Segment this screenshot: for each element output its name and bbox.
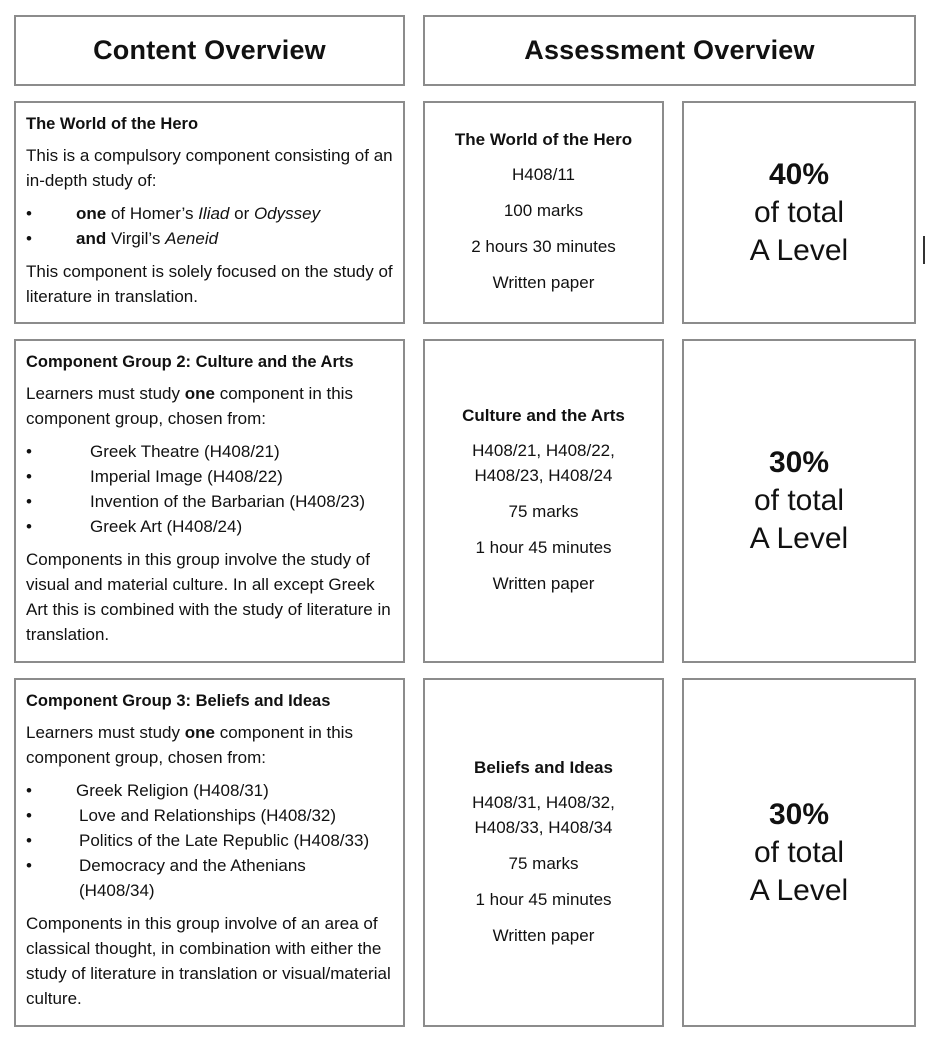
content-overview-header — [14, 15, 405, 86]
content-outro: Components in this group involve of an area of classical thought, in combination with either the study of literature in translation or visual/material culture. — [26, 914, 391, 1008]
content-overview-title: Content Overview — [93, 35, 326, 65]
weighting-line-2: A Level — [749, 522, 849, 555]
paper-type: Written paper — [492, 574, 595, 593]
duration: 2 hours 30 minutes — [471, 237, 616, 256]
content-title: The World of the Hero — [26, 115, 199, 133]
marks: 75 marks — [508, 853, 579, 873]
content-cell-culture-and-the-arts — [14, 339, 405, 663]
component-codes: H408/31, H408/32, H408/33, H408/34 — [472, 792, 615, 837]
list-item: • Greek Art (H408/24) — [26, 514, 393, 539]
weighting-percent: 30% — [768, 797, 830, 831]
weighting-line-1: of total — [753, 835, 845, 869]
list-item: • Love and Relationships (H408/32) — [26, 803, 393, 828]
list-item: • one of Homer’s Iliad or Odyssey — [26, 201, 393, 226]
assessment-overview-header — [423, 15, 916, 86]
list-item: • and Virgil’s Aeneid — [26, 226, 393, 251]
duration: 1 hour 45 minutes — [475, 538, 612, 557]
list-item: • Democracy and the Athenians (H408/34) — [26, 853, 393, 903]
list-item: • Imperial Image (H408/22) — [26, 464, 393, 489]
list-item: • Politics of the Late Republic (H408/33) — [26, 828, 393, 853]
weighting-percent: 30% — [768, 446, 830, 479]
list-item: • Greek Theatre (H408/21) — [26, 439, 393, 464]
content-cell-world-of-the-hero — [14, 101, 405, 324]
content-intro: Learners must study one component in this component group, chosen from: — [26, 384, 353, 428]
content-bullet-list — [26, 439, 393, 539]
content-title: Component Group 3: Beliefs and Ideas — [26, 692, 331, 710]
assessment-cell-culture-and-the-arts — [423, 339, 664, 663]
content-bullet-list — [26, 778, 393, 903]
content-cell-beliefs-and-ideas — [14, 678, 405, 1027]
assessment-title: Beliefs and Ideas — [474, 757, 613, 777]
weighting-line-2: A Level — [749, 233, 849, 267]
duration: 1 hour 45 minutes — [475, 889, 612, 909]
weighting-line-1: of total — [753, 484, 845, 517]
weighting-line-1: of total — [753, 195, 845, 229]
content-outro: Components in this group involve the study of visual and material culture. In all except Greek Art this is combined with the study of literature in translation. — [26, 550, 391, 644]
assessment-title: The World of the Hero — [454, 130, 633, 149]
weighting-line-2: A Level — [749, 873, 849, 907]
content-outro: This component is solely focused on the study of literature in translation. — [26, 262, 393, 306]
weighting-percent: 40% — [768, 157, 830, 191]
weighting-cell-1 — [682, 101, 916, 324]
assessment-overview-title: Assessment Overview — [524, 35, 815, 65]
content-bullet-list — [26, 201, 393, 251]
content-intro: This is a compulsory component consisting of an in-depth study of: — [26, 146, 393, 190]
component-codes: H408/21, H408/22, H408/23, H408/24 — [472, 441, 615, 485]
marks: 100 marks — [503, 201, 584, 220]
content-intro: Learners must study one component in this component group, chosen from: — [26, 723, 353, 767]
content-title: Component Group 2: Culture and the Arts — [26, 353, 354, 371]
weighting-cell-2 — [682, 339, 916, 663]
text-cursor — [923, 236, 925, 264]
assessment-title: Culture and the Arts — [462, 406, 625, 425]
weighting-cell-3 — [682, 678, 916, 1027]
component-code: H408/11 — [511, 165, 575, 184]
list-item: • Invention of the Barbarian (H408/23) — [26, 489, 393, 514]
marks: 75 marks — [508, 502, 579, 521]
assessment-cell-beliefs-and-ideas — [423, 678, 664, 1027]
assessment-cell-world-of-the-hero — [423, 101, 664, 324]
list-item: • Greek Religion (H408/31) — [26, 778, 393, 803]
paper-type: Written paper — [492, 273, 595, 292]
paper-type: Written paper — [492, 925, 595, 945]
